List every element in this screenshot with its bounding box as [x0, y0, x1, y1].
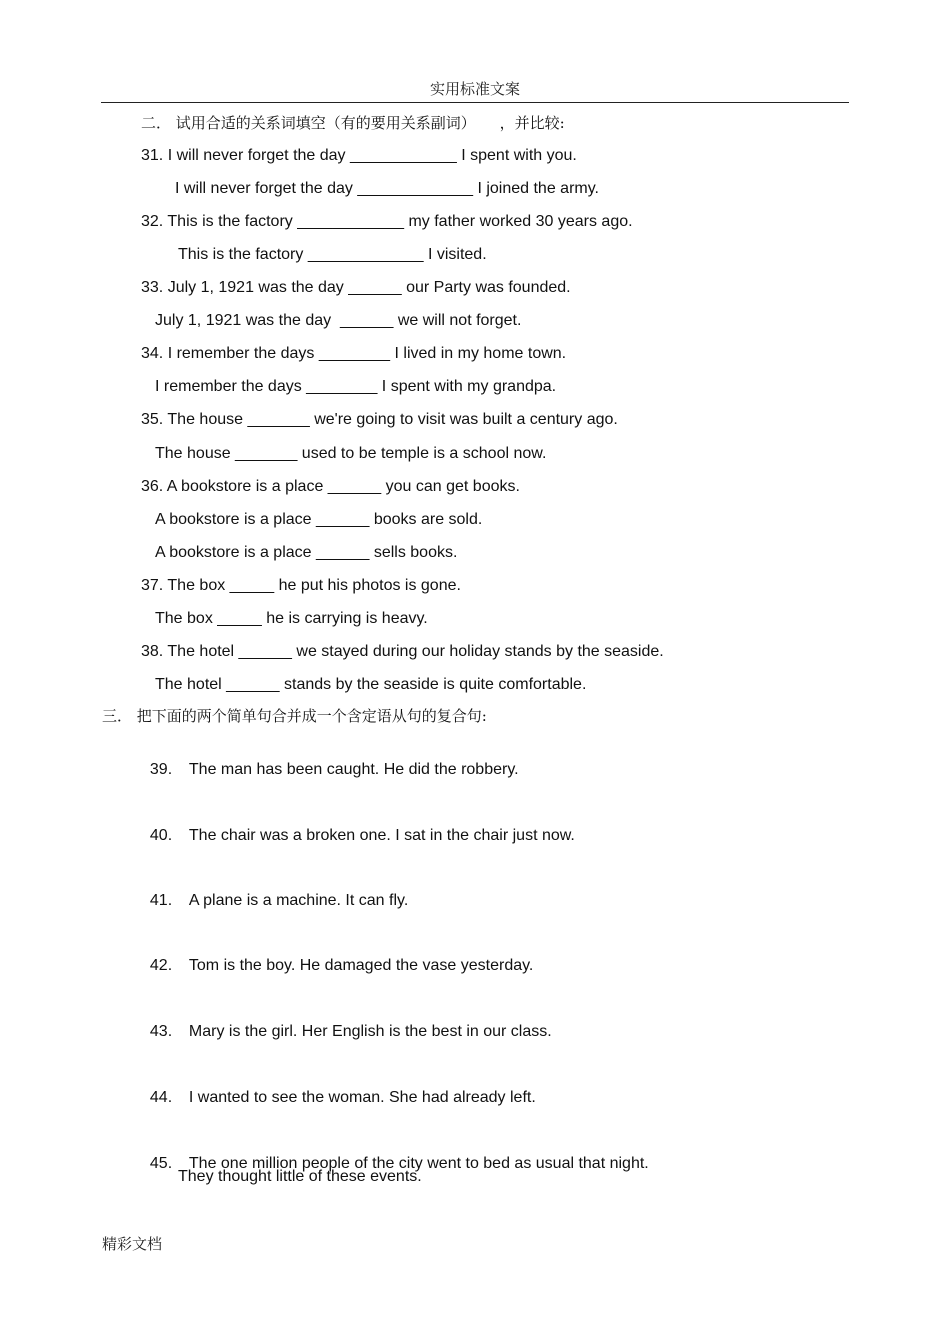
question-text: I wanted to see the woman. She had already left.	[188, 1089, 536, 1106]
question-number: 41.	[149, 892, 173, 909]
section-3-heading: 三． 把下面的两个简单句合并成一个含定语从句的复合句:	[102, 707, 487, 725]
question-32-line-1: 32. This is the factory ____________ my father worked 30 years ago.	[141, 213, 633, 230]
question-37-line-2: The box _____ he is carrying is heavy.	[155, 610, 428, 627]
question-text: A plane is a machine. It can fly.	[188, 892, 409, 909]
question-number: 45.	[149, 1155, 173, 1172]
question-42	[141, 936, 533, 976]
question-33-line-1: 33. July 1, 1921 was the day ______ our Party was founded.	[141, 279, 571, 296]
question-41	[141, 871, 408, 911]
question-32-line-2: This is the factory _____________ I visited.	[178, 246, 487, 263]
question-number: 40.	[149, 827, 173, 844]
question-36-line-1: 36. A bookstore is a place ______ you can get books.	[141, 478, 520, 495]
question-34-line-1: 34. I remember the days ________ I lived in my home town.	[141, 345, 567, 362]
question-35-line-2: The house _______ used to be temple is a school now.	[155, 445, 547, 462]
question-number: 43.	[149, 1023, 173, 1040]
page-footer-text: 精彩文档	[102, 1235, 163, 1253]
question-38-line-1: 38. The hotel ______ we stayed during our holiday stands by the seaside.	[141, 643, 664, 660]
question-34-line-2: I remember the days ________ I spent with my grandpa.	[155, 378, 557, 395]
question-number: 44.	[149, 1089, 173, 1106]
question-31-line-2: I will never forget the day _____________ I joined the army.	[175, 180, 599, 197]
question-text: The one million people of the city went to bed as usual that night.	[188, 1155, 649, 1172]
question-43	[141, 1002, 552, 1042]
question-36-line-3: A bookstore is a place ______ sells books.	[155, 544, 458, 561]
question-31-line-1: 31. I will never forget the day ____________ I spent with you.	[141, 147, 577, 164]
question-36-line-2: A bookstore is a place ______ books are sold.	[155, 511, 483, 528]
question-text: The man has been caught. He did the robbery.	[188, 761, 519, 778]
question-33-line-2: July 1, 1921 was the day ______ we will not forget.	[155, 312, 522, 329]
question-text: Tom is the boy. He damaged the vase yesterday.	[188, 957, 534, 974]
question-40	[141, 806, 575, 846]
header-divider	[101, 102, 849, 103]
question-38-line-2: The hotel ______ stands by the seaside is quite comfortable.	[155, 676, 587, 693]
section-2-heading: 二． 试用合适的关系词填空（有的要用关系副词） ，并比较:	[141, 114, 565, 132]
question-text: Mary is the girl. Her English is the best in our class.	[188, 1023, 552, 1040]
question-number: 42.	[149, 957, 173, 974]
question-number: 39.	[149, 761, 173, 778]
question-text: The chair was a broken one. I sat in the chair just now.	[188, 827, 575, 844]
page-header-title: 实用标准文案	[429, 80, 520, 98]
question-39	[141, 740, 519, 780]
question-35-line-1: 35. The house _______ we're going to visit was built a century ago.	[141, 411, 618, 428]
question-45-continuation: They thought little of these events.	[178, 1168, 422, 1185]
question-37-line-1: 37. The box _____ he put his photos is gone.	[141, 577, 461, 594]
question-44	[141, 1068, 536, 1108]
